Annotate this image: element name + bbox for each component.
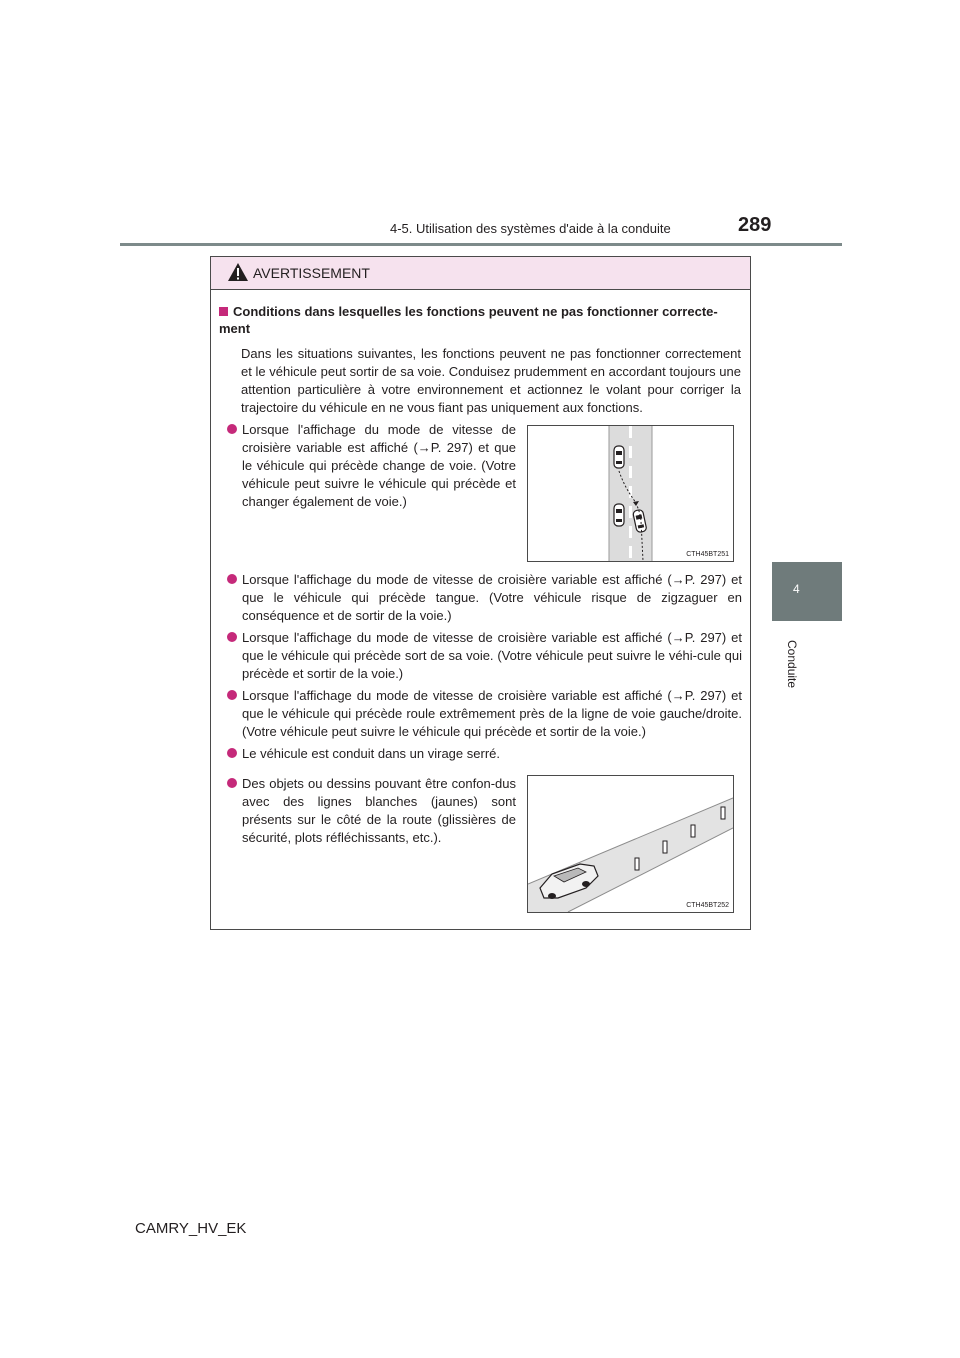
chapter-side-label xyxy=(783,640,803,720)
list-item xyxy=(227,745,742,763)
list-item-text: Lorsque l'affichage du mode de vitesse de croisière variable est affiché (→P. 297) et que le véhicule qui précède sort de sa voie. (Votre véhicule peut suivre le véhi-cule qui précède et sortir de la voie.) xyxy=(242,630,742,681)
chapter-tab xyxy=(772,562,842,621)
figure-code: CTH45BT251 xyxy=(686,551,729,558)
list-item-text: Lorsque l'affichage du mode de vitesse de croisière variable est affiché (→P. 297) et que le véhicule qui précède roule extrêmement près de la ligne de voie gauche/droite. (Votre véhicule peut suivre le véhicule qui précède et sortir de la voie.) xyxy=(242,688,742,739)
list-item-text: Lorsque l'affichage du mode de vitesse de croisière variable est affiché (→P. 297) et que le véhicule qui précède change de voie. (Votre véhicule peut suivre le véhicule qui précède et changer également de voie.) xyxy=(242,422,516,509)
road-side-objects-illustration xyxy=(527,775,734,913)
bullet-dot-icon xyxy=(227,690,237,700)
bullet-dot-icon xyxy=(227,748,237,758)
list-item xyxy=(227,775,516,847)
list-item xyxy=(227,687,742,741)
list-item-text: Des objets ou dessins pouvant être confon-dus avec des lignes blanches (jaunes) sont présents sur le côté de la route (glissières de sécurité, plots réfléchissants, etc.). xyxy=(242,776,516,845)
warning-heading xyxy=(219,303,741,337)
road-objects-diagram xyxy=(528,776,733,912)
warning-intro: Dans les situations suivantes, les fonctions peuvent ne pas fonctionner correctement et le véhicule peut sortir de sa voie. Conduisez prudemment en accordant toujours une attention particulière à votre environnement et actionnez le volant pour corriger la trajectoire du véhicule en ne vous fiant pas uniquement aux fonctions. xyxy=(241,346,741,415)
bullet-dot-icon xyxy=(227,778,237,788)
warning-box xyxy=(210,256,751,930)
warning-title: AVERTISSEMENT xyxy=(253,265,370,281)
chapter-number: 4 xyxy=(793,582,800,596)
warning-header xyxy=(211,257,750,290)
list-item xyxy=(227,629,742,683)
figure-code: CTH45BT252 xyxy=(686,902,729,909)
chapter-label: Conduite xyxy=(785,640,799,689)
lane-change-illustration xyxy=(527,425,734,562)
list-item-text: Lorsque l'affichage du mode de vitesse de croisière variable est affiché (→P. 297) et que le véhicule qui précède tangue. (Votre véhicule risque de zigzaguer en conséquence et de sortir de la voie.) xyxy=(242,572,742,623)
section-title: 4-5. Utilisation des systèmes d'aide à la conduite xyxy=(390,221,671,236)
page-number: 289 xyxy=(738,214,772,236)
bullet-dot-icon xyxy=(227,424,237,434)
bullet-dot-icon xyxy=(227,574,237,584)
list-item xyxy=(227,571,742,625)
bullet-dot-icon xyxy=(227,632,237,642)
list-item xyxy=(227,421,516,511)
header-divider xyxy=(120,243,842,246)
list-item-text: Le véhicule est conduit dans un virage serré. xyxy=(242,746,500,761)
warning-triangle-icon xyxy=(227,262,249,282)
warning-heading-text: Conditions dans lesquelles les fonctions peuvent ne pas fonctionner correcte-ment xyxy=(219,304,718,336)
model-code: CAMRY_HV_EK xyxy=(135,1220,247,1237)
square-bullet-icon xyxy=(219,307,228,316)
lane-change-diagram xyxy=(528,426,733,561)
